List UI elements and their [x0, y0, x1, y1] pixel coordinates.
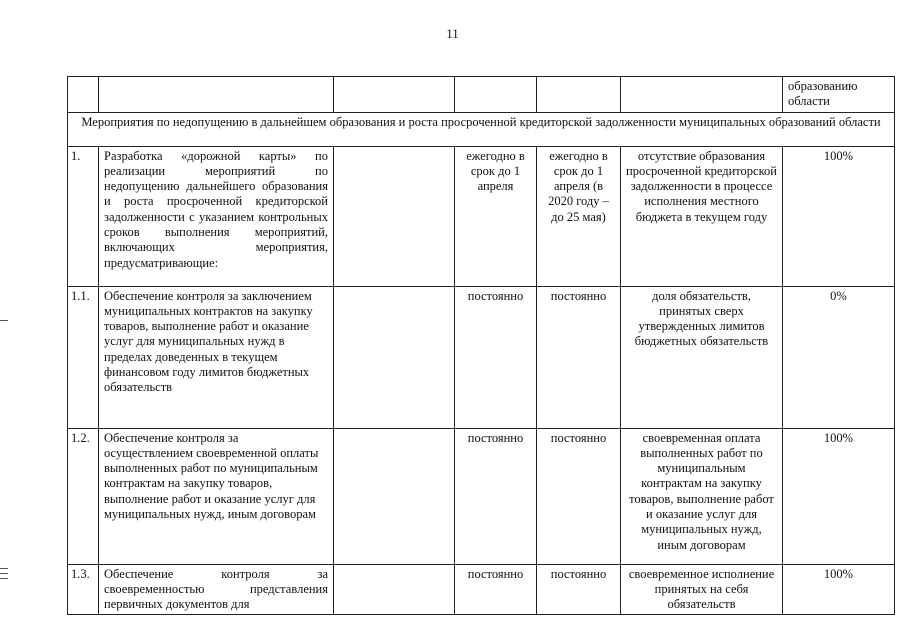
row-name: Разработка «дорожной карты» по реализации мероприятий по недопущению дальнейшего образования и роста просроченной кредиторской задолженности с указанием контрольных сроков выполнения мероприятий, включающих мероприятия, предусматривающие: — [99, 146, 334, 286]
header-cell — [537, 77, 621, 113]
row-value: 100% — [783, 428, 895, 564]
row-value: 0% — [783, 286, 895, 428]
row-name: Обеспечение контроля за своевременностью представления первичных документов для — [99, 564, 334, 615]
header-cell — [334, 77, 455, 113]
scan-edge-mark — [0, 568, 8, 569]
row-number: 1.3. — [68, 564, 99, 615]
header-cell — [99, 77, 334, 113]
row-term: постоянно — [455, 564, 537, 615]
page-number: 11 — [446, 26, 459, 41]
row-term: постоянно — [455, 428, 537, 564]
row-term-2: постоянно — [537, 428, 621, 564]
row-term-2: ежегодно в срок до 1 апреля (в 2020 году – до 25 мая) — [537, 146, 621, 286]
section-row — [68, 112, 895, 146]
row-name: Обеспечение контроля за осуществлением своевременной оплаты выполненных работ по муниципальным контрактам на закупку товаров, выполнение работ и оказание услуг для муниципальных нужд, иным договорам — [99, 428, 334, 564]
table-row — [68, 564, 895, 615]
section-title: Мероприятия по недопущению в дальнейшем образования и роста просроченной кредиторской задолженности муниципальных образований области — [68, 112, 895, 146]
row-indicator: доля обязательств, принятых сверх утвержденных лимитов бюджетных обязательств — [621, 286, 783, 428]
scan-edge-mark — [0, 573, 8, 574]
row-value: 100% — [783, 564, 895, 615]
row-term-2: постоянно — [537, 286, 621, 428]
table-row — [68, 146, 895, 286]
header-row — [68, 77, 895, 113]
row-value: 100% — [783, 146, 895, 286]
row-term: постоянно — [455, 286, 537, 428]
row-term-2: постоянно — [537, 564, 621, 615]
header-cell — [455, 77, 537, 113]
header-cell — [68, 77, 99, 113]
row-name: Обеспечение контроля за заключением муниципальных контрактов на закупку товаров, выполнение работ и оказание услуг для муниципальных нужд в пределах доведенных в текущем финансовом году лимитов бюджетных обязательств — [99, 286, 334, 428]
row-number: 1. — [68, 146, 99, 286]
scan-edge-mark — [0, 578, 8, 579]
row-executor — [334, 146, 455, 286]
row-number: 1.1. — [68, 286, 99, 428]
row-indicator: отсутствие образования просроченной кредиторской задолженности в процессе исполнения местного бюджета в текущем году — [621, 146, 783, 286]
row-executor — [334, 428, 455, 564]
row-term: ежегодно в срок до 1 апреля — [455, 146, 537, 286]
row-number: 1.2. — [68, 428, 99, 564]
table-row — [68, 286, 895, 428]
scan-edge-mark — [0, 320, 8, 321]
header-cell — [621, 77, 783, 113]
row-executor — [334, 286, 455, 428]
header-last-cell: образованию области — [783, 77, 895, 113]
measures-table — [67, 76, 895, 615]
table-row — [68, 428, 895, 564]
row-indicator: своевременная оплата выполненных работ по муниципальным контрактам на закупку товаров, выполнение работ и оказание услуг для муниципальных нужд, иным договорам — [621, 428, 783, 564]
row-indicator: своевременное исполнение принятых на себя обязательств — [621, 564, 783, 615]
row-executor — [334, 564, 455, 615]
